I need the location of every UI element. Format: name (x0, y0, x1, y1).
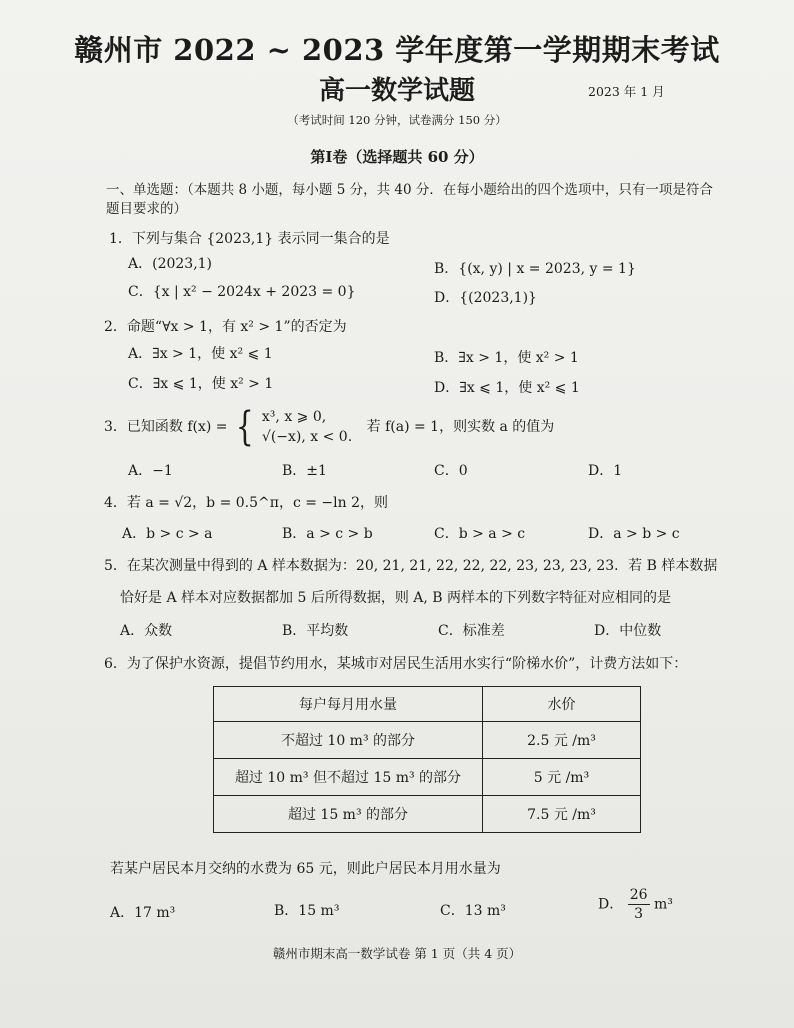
question-6-option-d (598, 886, 673, 923)
question-3-option-a: A．−1 (128, 463, 173, 479)
question-5-option-a: A．众数 (120, 623, 173, 639)
table-header-row (214, 687, 641, 722)
table-row (214, 759, 641, 796)
table-cell: 5 元 /m³ (483, 759, 641, 796)
table-cell: 2.5 元 /m³ (483, 722, 641, 759)
question-6-option-b: B．15 m³ (274, 903, 340, 919)
section-heading: 第Ⅰ卷（选择题共 60 分） (310, 148, 484, 166)
table-header-cell: 水价 (483, 687, 641, 722)
question-1-option-b: B．{(x, y) | x = 2023, y = 1} (434, 261, 636, 277)
question-4-option-a: A．b > c > a (122, 526, 213, 542)
section-instructions: 一、单选题：（本题共 8 小题，每小题 5 分，共 40 分．在每小题给出的四个选项中，只有一项是符合题目要求的） (106, 182, 713, 217)
page-footer: 赣州市期末高一数学试卷 第 1 页（共 4 页） (272, 946, 522, 961)
question-5-stem-line-2: 恰好是 A 样本对应数据都加 5 后所得数据，则 A, B 两样本的下列数字特征对应相同的是 (120, 590, 672, 606)
question-4-option-d: D．a > b > c (588, 526, 680, 542)
option-d-prefix: D． (598, 896, 624, 913)
table-row (214, 722, 641, 759)
table-cell: 不超过 10 m³ 的部分 (214, 722, 483, 759)
fraction-denominator: 3 (634, 906, 644, 922)
question-1-option-c: C．{x | x² − 2024x + 2023 = 0} (128, 284, 356, 300)
table-row (214, 796, 641, 833)
exam-subtitle: 高一数学试题 (318, 76, 475, 106)
question-2-option-a: A．∃x > 1，使 x² ⩽ 1 (128, 346, 273, 362)
question-5-option-c: C．标准差 (438, 623, 505, 639)
exam-date: 2023 年 1 月 (588, 84, 665, 99)
question-4-stem: 4．若 a = √2，b = 0.5^π，c = −ln 2，则 (104, 495, 389, 511)
question-4-option-c: C．b > a > c (434, 526, 526, 542)
piecewise-definition (262, 407, 352, 447)
question-6-stem: 6．为了保护水资源，提倡节约用水，某城市对居民生活用水实行“阶梯水价”，计费方法如下： (104, 656, 688, 672)
table-cell: 超过 10 m³ 但不超过 15 m³ 的部分 (214, 759, 483, 796)
question-2-option-c: C．∃x ⩽ 1，使 x² > 1 (128, 376, 274, 392)
exam-title: 赣州市 2022 ~ 2023 学年度第一学期期末考试 (74, 33, 720, 67)
question-2-option-b: B．∃x > 1，使 x² > 1 (434, 350, 579, 366)
question-3-stem-prefix: 3．已知函数 f(x) = (104, 419, 228, 435)
exam-note: （考试时间 120 分钟，试卷满分 150 分） (287, 113, 507, 127)
fraction-numerator: 26 (629, 887, 648, 903)
question-6-option-c: C．13 m³ (440, 903, 506, 919)
table-cell: 超过 15 m³ 的部分 (214, 796, 483, 833)
question-3-option-b: B．±1 (282, 463, 327, 479)
question-5-stem-line-1: 5．在某次测量中得到的 A 样本数据为：20, 21, 21, 22, 22, 22, 23, 23, 23, 23．若 B 样本数据 (104, 558, 718, 574)
question-4-option-b: B．a > c > b (282, 526, 373, 542)
table-cell: 7.5 元 /m³ (483, 796, 641, 833)
question-6-question: 若某户居民本月交纳的水费为 65 元，则此户居民本月用水量为 (110, 861, 501, 877)
piece-1: x³, x ⩾ 0, (261, 409, 327, 425)
question-3-stem-suffix: 若 f(a) = 1，则实数 a 的值为 (366, 419, 555, 435)
question-5-option-b: B．平均数 (282, 623, 349, 639)
brace-symbol: { (235, 404, 254, 450)
question-2-option-d: D．∃x ⩽ 1，使 x² ⩽ 1 (434, 380, 580, 396)
question-6-option-a: A．17 m³ (110, 905, 176, 921)
question-3-option-d: D．1 (588, 463, 623, 479)
question-1-stem: 1．下列与集合 {2023,1} 表示同一集合的是 (109, 231, 390, 247)
piece-2: √(−x), x < 0. (261, 429, 353, 445)
question-3-option-c: C．0 (434, 463, 468, 479)
table-header-cell: 每户每月用水量 (214, 687, 483, 722)
option-d-unit: m³ (653, 896, 673, 913)
question-5-option-d: D．中位数 (594, 623, 662, 639)
question-3-stem (104, 404, 555, 450)
question-1-option-a: A．(2023,1) (128, 256, 213, 272)
water-price-table (213, 686, 641, 833)
question-1-option-d: D．{(2023,1)} (434, 290, 537, 306)
option-d-fraction (628, 886, 650, 923)
question-2-stem: 2．命题“∀x > 1，有 x² > 1”的否定为 (104, 319, 347, 335)
